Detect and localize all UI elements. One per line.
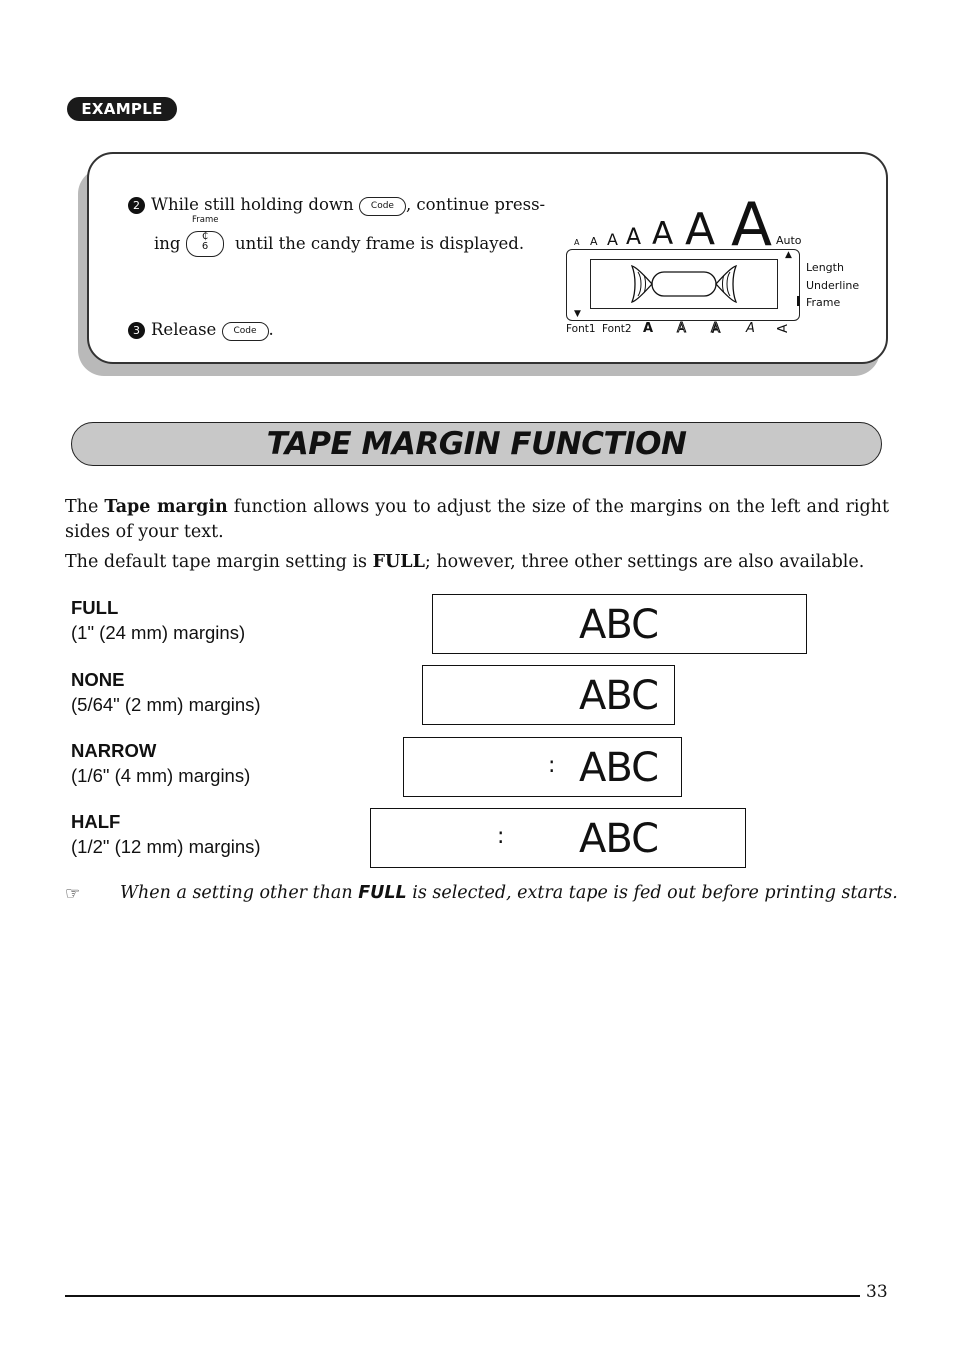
frame-indicator: Frame [806, 296, 841, 309]
note-text: When a setting other than FULL is selected, extra tape is fed out before printing starts. [120, 883, 898, 903]
frame-indicator-mark [797, 296, 800, 306]
size-glyph-6: A [685, 204, 716, 255]
example-badge: EXAMPLE [67, 97, 177, 121]
margin-option-half: HALF (1/2" (12 mm) margins) [71, 811, 261, 857]
underline-indicator: Underline [806, 279, 860, 292]
margin-option-full: FULL (1" (24 mm) margins) [71, 597, 246, 643]
size-glyph-1: A [574, 238, 580, 247]
tape-cut-mark: : [497, 824, 505, 849]
indicator-arrow-up-icon: ▲ [785, 250, 792, 260]
size-glyph-3: A [607, 230, 618, 249]
font2-indicator: Font2 [602, 323, 632, 335]
length-indicator: Length [806, 261, 844, 274]
size-glyph-2: A [590, 235, 598, 248]
page-number: 33 [866, 1282, 888, 1302]
section-title: TAPE MARGIN FUNCTION [266, 426, 687, 462]
style-bold-indicator: A [643, 321, 654, 336]
frame-key-icon: ₵ 6 [186, 231, 224, 257]
pointing-hand-icon: ☞ [65, 884, 81, 904]
step-2-number: 2 [128, 197, 145, 214]
size-glyph-7: A [731, 190, 773, 260]
tape-sample-half-text: ABC [579, 816, 659, 862]
step-2-line-1: 2 While still holding down Code , continue press- [128, 195, 545, 216]
tape-sample-none-text: ABC [579, 673, 659, 719]
style-italic-indicator: A [746, 321, 755, 336]
margin-option-none: NONE (5/64" (2 mm) margins) [71, 669, 261, 715]
size-glyph-4: A [626, 225, 642, 250]
intro-paragraph-1: The Tape margin function allows you to adjust the size of the margins on the left and right sides of your text. [65, 497, 889, 542]
footer-rule [65, 1295, 860, 1297]
candy-frame-icon [630, 265, 738, 303]
intro-paragraph-2: The default tape margin setting is FULL; however, three other settings are also available. [65, 552, 865, 572]
tape-sample-narrow-text: ABC [579, 745, 659, 791]
step-3-line: 3 Release Code . [128, 320, 274, 341]
code-key-icon: Code [222, 322, 269, 341]
style-shadow-indicator: A [711, 321, 720, 336]
margin-option-narrow: NARROW (1/6" (4 mm) margins) [71, 740, 251, 786]
step-2-line-2: ing until the candy frame is displayed. [154, 234, 525, 253]
size-glyph-5: A [652, 216, 674, 252]
frame-key-label: Frame [192, 215, 219, 225]
indicator-arrow-down-icon: ▼ [574, 309, 581, 319]
auto-indicator: Auto [776, 234, 802, 247]
tape-sample-full-text: ABC [579, 602, 659, 648]
font1-indicator: Font1 [566, 323, 596, 335]
tape-cut-mark: : [548, 753, 556, 778]
tape-sample-half [370, 808, 746, 868]
style-outline-indicator: A [677, 321, 686, 336]
style-vertical-indicator: A [775, 324, 791, 333]
step-3-number: 3 [128, 322, 145, 339]
code-key-icon: Code [359, 197, 406, 216]
